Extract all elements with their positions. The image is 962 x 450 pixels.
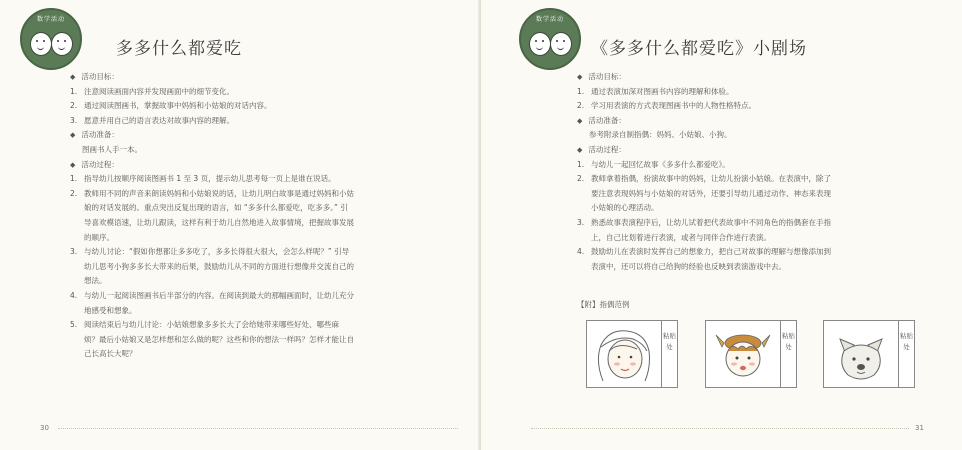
section-heading: ◆ 活动过程： xyxy=(70,158,465,173)
list-item: 1. 与幼儿一起回忆故事《多多什么都爱吃》。 xyxy=(577,159,730,169)
diamond-bullet-icon: ◆ xyxy=(70,73,76,81)
diamond-bullet-icon: ◆ xyxy=(577,145,583,154)
paste-here-label: 粘贴处 xyxy=(898,321,914,387)
list-item: 2. 通过阅读图画书，掌握故事中妈妈和小姑娘的对话内容。 xyxy=(70,101,272,111)
finger-puppet-card-mother xyxy=(586,320,678,388)
footer-rule xyxy=(58,428,458,429)
section-heading: ◆ 活动准备： xyxy=(70,128,465,143)
finger-puppet-card-girl xyxy=(705,320,797,388)
child-face-icon xyxy=(30,32,52,56)
plain-text: 参考附录自制指偶：妈妈、小姑娘、小狗。 xyxy=(589,130,732,140)
page-number: 30 xyxy=(40,424,49,432)
child-face-icon xyxy=(51,32,73,56)
list-item: 1. 通过表演加深对图画书内容的理解和体验。 xyxy=(577,86,734,96)
badge-text: 数学活动 xyxy=(36,16,65,23)
list-item: 2. 教师拿着指偶，扮演故事中的妈妈，让幼儿扮演小姑娘。在表演中，除了 要注意表现妈妈与小姑娘的对话外，还要引导幼儿通过动作、神态来表现 小姑娘的心理活动。 xyxy=(577,174,831,213)
mother-face-icon xyxy=(587,321,661,387)
plain-text: 图画书人手一本。 xyxy=(82,144,142,154)
section-heading: ◆ 活动准备： xyxy=(577,114,947,129)
girl-face-icon xyxy=(706,321,780,387)
page-title: 多多什么都爱吃 xyxy=(116,39,242,59)
page-title: 《多多什么都爱吃》小剧场 xyxy=(591,39,807,59)
paste-here-label: 粘贴处 xyxy=(661,321,677,387)
list-item: 1. 指导幼儿按顺序阅读图画书 1 至 3 页，提示幼儿思考每一页上是谁在说话。 xyxy=(70,174,336,184)
diamond-bullet-icon: ◆ xyxy=(577,116,583,125)
dog-face-icon xyxy=(824,321,898,387)
activity-badge-icon xyxy=(20,8,82,70)
list-item: 3. 与幼儿讨论：“假如你想都让多多吃了，多多长得很大很大，会怎么样呢？” 引导 幼儿思考小狗多多长大带来的后果，鼓励幼儿从不同的方面进行想像并交流自己的 想法。 xyxy=(70,247,354,286)
list-item: 2. 教师用不同的声音来朗读妈妈和小姑娘说的话，让幼儿明白故事是通过妈妈和小姑 娘的对话发展的。重点突出反复出现的语言，如 “多多什么都爱吃，吃多多。” 引 导喜欢模语速，让幼儿跟读，这样有利于幼儿自然地进入故事情境，把握故事发展 的顺序。 xyxy=(70,188,354,242)
child-face-icon xyxy=(550,32,572,56)
list-item: 2. 学习用表演的方式表现图画书中的人物性格特点。 xyxy=(577,101,756,111)
list-item: 4. 鼓励幼儿在表演时发挥自己的想象力，把自己对故事的理解与想像添加到 表演中，还可以将自己给狗的经验也反映到表演游戏中去。 xyxy=(577,247,831,271)
badge-text: 数学活动 xyxy=(535,16,564,23)
list-item: 3. 愿意并用自己的语言表达对故事内容的理解。 xyxy=(70,115,234,125)
child-face-icon xyxy=(529,32,551,56)
list-item: 3. 熟悉故事表演程序后，让幼儿试着把代表故事中不同角色的指偶套在手指 上，自己比划着进行表演，或者与同伴合作进行表演。 xyxy=(577,217,831,242)
right-page xyxy=(481,0,962,450)
page-number: 31 xyxy=(915,424,924,432)
diamond-bullet-icon: ◆ xyxy=(577,73,583,81)
list-item: 4. 与幼儿一起阅读图画书后半部分的内容。在阅读到最大的那幅画面时，让幼儿充分 地感受和想象。 xyxy=(70,290,354,315)
right-content xyxy=(577,70,947,274)
section-heading: ◆ 活动目标： xyxy=(70,70,465,85)
section-heading: ◆ 活动目标： xyxy=(577,70,947,85)
appendix-title: 【附】指偶范例 xyxy=(577,300,630,309)
finger-puppet-card-dog xyxy=(823,320,915,388)
paste-here-label: 粘贴处 xyxy=(780,321,796,387)
left-content xyxy=(70,70,465,362)
list-item: 5. 阅读结束后与幼儿讨论：小姑娘想象多多长大了会给她带来哪些好处、哪些麻 烦？最后小姑娘又是怎样想和怎么做的呢？这些和你的想法一样吗？怎样才能让自 己长高长大呢？ xyxy=(70,320,354,359)
list-item: 1. 注意阅读画面内容并发现画面中的细节变化。 xyxy=(70,86,234,96)
activity-badge-icon xyxy=(519,8,581,70)
diamond-bullet-icon: ◆ xyxy=(70,131,76,140)
diamond-bullet-icon: ◆ xyxy=(70,160,76,169)
footer-rule xyxy=(531,428,909,429)
section-heading: ◆ 活动过程： xyxy=(577,143,947,158)
